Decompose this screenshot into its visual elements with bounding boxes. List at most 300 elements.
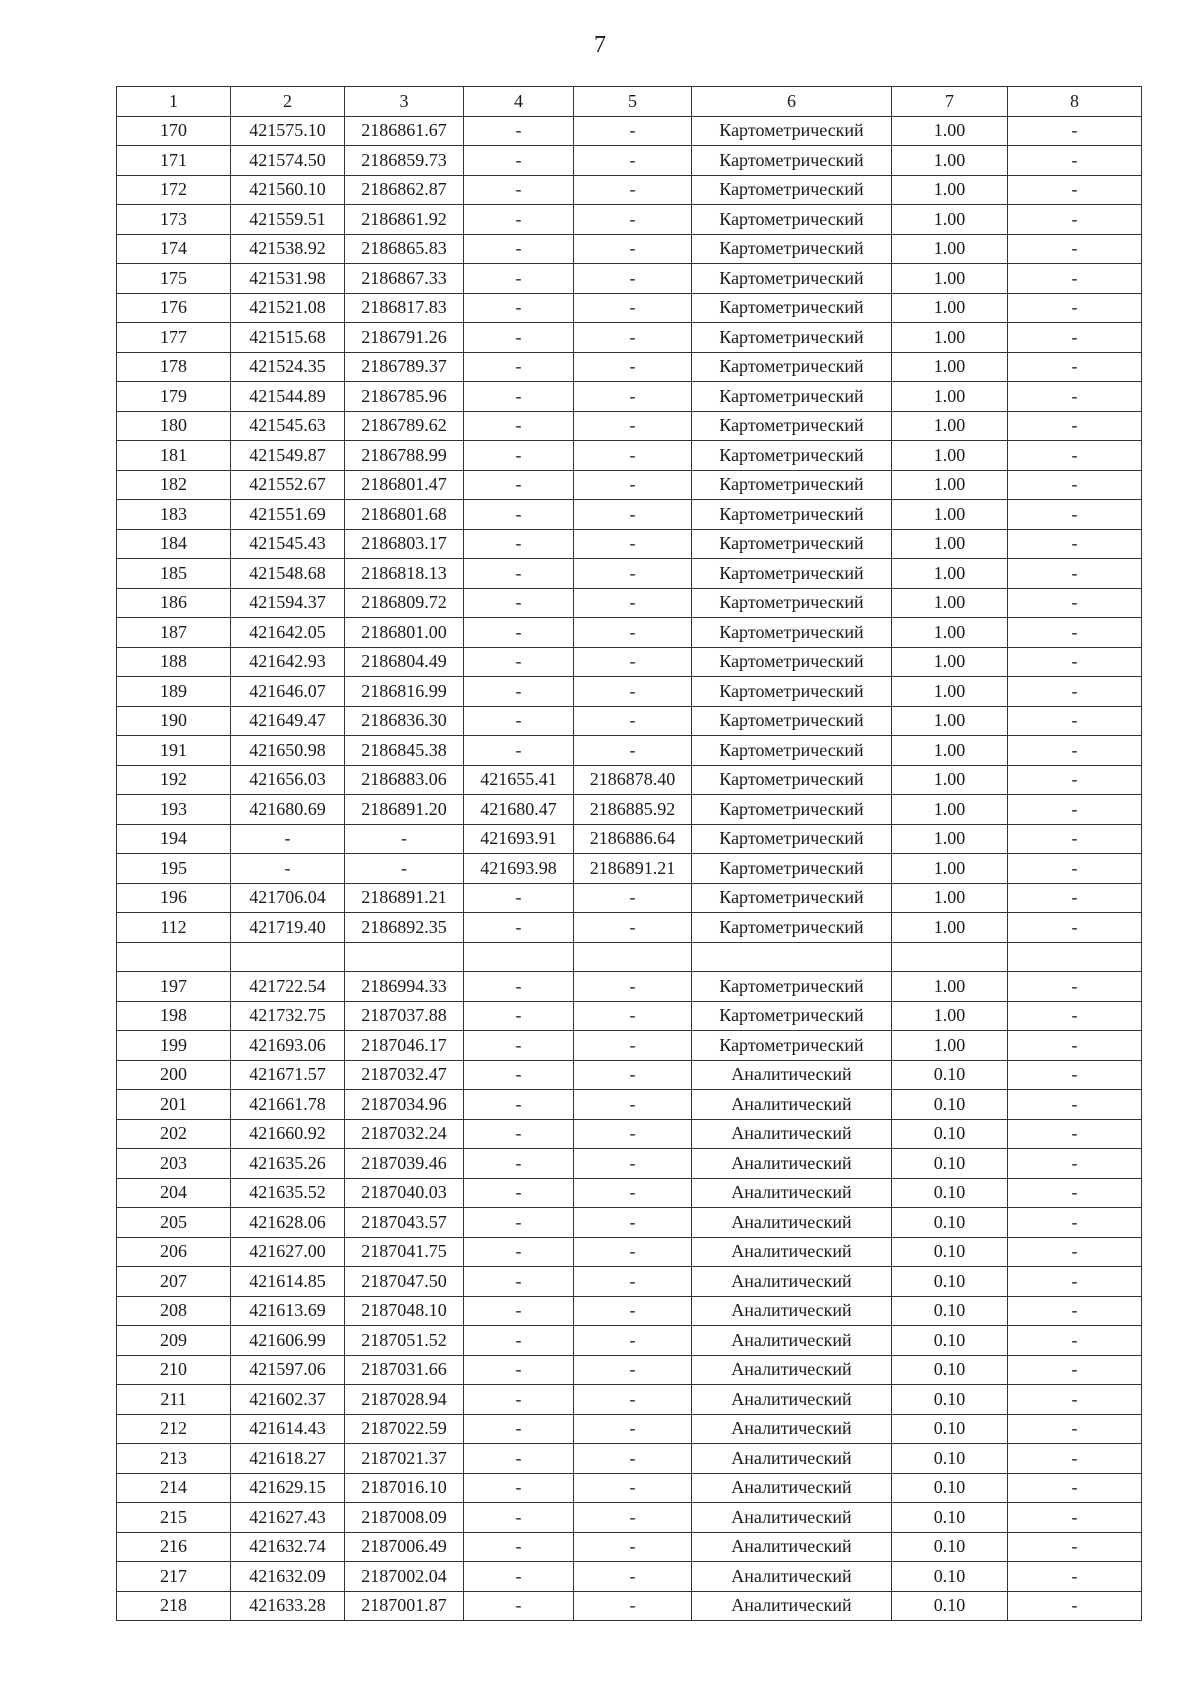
table-cell: 1.00 bbox=[892, 736, 1008, 766]
table-cell: 196 bbox=[117, 883, 231, 913]
table-cell: Аналитический bbox=[692, 1414, 892, 1444]
table-cell: 421627.43 bbox=[231, 1503, 345, 1533]
table-cell: - bbox=[1008, 883, 1142, 913]
table-cell: 2186867.33 bbox=[345, 264, 464, 294]
table-cell: 0.10 bbox=[892, 1385, 1008, 1415]
table-cell: 1.00 bbox=[892, 677, 1008, 707]
table-cell: - bbox=[1008, 1473, 1142, 1503]
table-cell: 2186791.26 bbox=[345, 323, 464, 353]
table-cell: 421560.10 bbox=[231, 175, 345, 205]
table-cell: - bbox=[1008, 1178, 1142, 1208]
table-cell: 175 bbox=[117, 264, 231, 294]
table-row bbox=[117, 765, 1142, 795]
table-row bbox=[117, 647, 1142, 677]
table-cell: 2186803.17 bbox=[345, 529, 464, 559]
table-cell: - bbox=[464, 618, 574, 648]
table-cell: 2187022.59 bbox=[345, 1414, 464, 1444]
table-cell: 1.00 bbox=[892, 1031, 1008, 1061]
table-cell: 421660.92 bbox=[231, 1119, 345, 1149]
table-cell: 1.00 bbox=[892, 824, 1008, 854]
table-cell: - bbox=[1008, 824, 1142, 854]
table-cell: - bbox=[574, 1237, 692, 1267]
table-cell: - bbox=[574, 588, 692, 618]
table-cell: 421633.28 bbox=[231, 1591, 345, 1621]
table-cell: 1.00 bbox=[892, 411, 1008, 441]
table-cell: Картометрический bbox=[692, 883, 892, 913]
table-cell: 191 bbox=[117, 736, 231, 766]
table-cell: Картометрический bbox=[692, 264, 892, 294]
table-cell: 2187043.57 bbox=[345, 1208, 464, 1238]
table-cell: 2187032.24 bbox=[345, 1119, 464, 1149]
table-cell: - bbox=[464, 1473, 574, 1503]
table-cell: 421693.91 bbox=[464, 824, 574, 854]
table-cell: 421632.09 bbox=[231, 1562, 345, 1592]
table-cell: - bbox=[574, 1355, 692, 1385]
table-cell: 421602.37 bbox=[231, 1385, 345, 1415]
table-cell: 2187016.10 bbox=[345, 1473, 464, 1503]
table-cell: Аналитический bbox=[692, 1385, 892, 1415]
table-cell bbox=[231, 942, 345, 972]
table-cell: 202 bbox=[117, 1119, 231, 1149]
table-cell: 0.10 bbox=[892, 1296, 1008, 1326]
table-cell: - bbox=[464, 175, 574, 205]
column-header: 5 bbox=[574, 87, 692, 117]
table-row bbox=[117, 1473, 1142, 1503]
table-cell: - bbox=[574, 264, 692, 294]
table-cell: 0.10 bbox=[892, 1267, 1008, 1297]
table-cell: Аналитический bbox=[692, 1562, 892, 1592]
table-cell: 204 bbox=[117, 1178, 231, 1208]
table-cell: - bbox=[464, 1178, 574, 1208]
table-row bbox=[117, 736, 1142, 766]
table-cell: 2186859.73 bbox=[345, 146, 464, 176]
table-cell: Картометрический bbox=[692, 765, 892, 795]
table-cell: 1.00 bbox=[892, 647, 1008, 677]
table-cell: 0.10 bbox=[892, 1444, 1008, 1474]
table-cell: - bbox=[574, 205, 692, 235]
table-cell: 2186861.92 bbox=[345, 205, 464, 235]
table-cell bbox=[574, 942, 692, 972]
table-cell: 171 bbox=[117, 146, 231, 176]
table-cell: 421521.08 bbox=[231, 293, 345, 323]
table-row bbox=[117, 441, 1142, 471]
table-cell: 421693.98 bbox=[464, 854, 574, 884]
table-cell: - bbox=[464, 647, 574, 677]
table-row bbox=[117, 1178, 1142, 1208]
table-cell: 0.10 bbox=[892, 1473, 1008, 1503]
table-cell: 0.10 bbox=[892, 1060, 1008, 1090]
table-cell: 2186891.21 bbox=[574, 854, 692, 884]
table-cell: - bbox=[464, 441, 574, 471]
table-cell: 188 bbox=[117, 647, 231, 677]
table-header bbox=[117, 87, 1142, 117]
table-row bbox=[117, 706, 1142, 736]
table-cell: 2186789.62 bbox=[345, 411, 464, 441]
table-cell: - bbox=[574, 1178, 692, 1208]
table-cell: Картометрический bbox=[692, 175, 892, 205]
table-row bbox=[117, 411, 1142, 441]
table-cell: 421614.85 bbox=[231, 1267, 345, 1297]
table-cell: - bbox=[464, 1532, 574, 1562]
table-cell: - bbox=[574, 441, 692, 471]
table-cell: 0.10 bbox=[892, 1562, 1008, 1592]
table-cell: - bbox=[464, 382, 574, 412]
table-cell: - bbox=[1008, 1149, 1142, 1179]
table-cell: 421635.26 bbox=[231, 1149, 345, 1179]
table-cell: Картометрический bbox=[692, 323, 892, 353]
table-cell: 0.10 bbox=[892, 1326, 1008, 1356]
table-cell: 2186883.06 bbox=[345, 765, 464, 795]
column-header: 3 bbox=[345, 87, 464, 117]
table-row bbox=[117, 1208, 1142, 1238]
table-cell: 421671.57 bbox=[231, 1060, 345, 1090]
table-cell: - bbox=[1008, 234, 1142, 264]
table-cell: 421632.74 bbox=[231, 1532, 345, 1562]
table-cell: 1.00 bbox=[892, 175, 1008, 205]
table-cell: - bbox=[574, 500, 692, 530]
table-cell: Картометрический bbox=[692, 1001, 892, 1031]
table-cell: - bbox=[574, 1119, 692, 1149]
table-row bbox=[117, 1149, 1142, 1179]
table-cell: - bbox=[464, 1001, 574, 1031]
table-cell: 211 bbox=[117, 1385, 231, 1415]
table-row bbox=[117, 1591, 1142, 1621]
table-cell: - bbox=[574, 706, 692, 736]
table-row bbox=[117, 116, 1142, 146]
table-cell: 421629.15 bbox=[231, 1473, 345, 1503]
table-cell: 1.00 bbox=[892, 205, 1008, 235]
table-cell: 421719.40 bbox=[231, 913, 345, 943]
table-cell: - bbox=[574, 1031, 692, 1061]
table-cell: Картометрический bbox=[692, 588, 892, 618]
table-cell: 180 bbox=[117, 411, 231, 441]
table-cell: 0.10 bbox=[892, 1414, 1008, 1444]
table-cell: - bbox=[1008, 647, 1142, 677]
table-cell: 0.10 bbox=[892, 1237, 1008, 1267]
table-cell: 194 bbox=[117, 824, 231, 854]
table-cell bbox=[117, 942, 231, 972]
table-cell: 2187040.03 bbox=[345, 1178, 464, 1208]
table-cell: - bbox=[464, 1503, 574, 1533]
table-cell: 2187032.47 bbox=[345, 1060, 464, 1090]
table-cell: 172 bbox=[117, 175, 231, 205]
table-cell: - bbox=[574, 234, 692, 264]
table-cell: 2187046.17 bbox=[345, 1031, 464, 1061]
table-cell: 195 bbox=[117, 854, 231, 884]
table-cell: - bbox=[574, 1414, 692, 1444]
table-row bbox=[117, 824, 1142, 854]
table-cell: Картометрический bbox=[692, 618, 892, 648]
table-cell: 421661.78 bbox=[231, 1090, 345, 1120]
table-cell: 205 bbox=[117, 1208, 231, 1238]
table-cell: - bbox=[464, 1237, 574, 1267]
table-cell: 1.00 bbox=[892, 706, 1008, 736]
table-cell: 2186789.37 bbox=[345, 352, 464, 382]
table-cell: - bbox=[464, 913, 574, 943]
table-cell: 215 bbox=[117, 1503, 231, 1533]
table-cell: - bbox=[464, 352, 574, 382]
table-cell: 2187037.88 bbox=[345, 1001, 464, 1031]
table-cell: 421597.06 bbox=[231, 1355, 345, 1385]
table-cell: 209 bbox=[117, 1326, 231, 1356]
table-cell: 206 bbox=[117, 1237, 231, 1267]
table-cell: 421649.47 bbox=[231, 706, 345, 736]
table-row bbox=[117, 1414, 1142, 1444]
table-cell: 2186865.83 bbox=[345, 234, 464, 264]
table-cell: - bbox=[574, 1090, 692, 1120]
table-cell: - bbox=[574, 1503, 692, 1533]
table-cell: Картометрический bbox=[692, 205, 892, 235]
table-row bbox=[117, 146, 1142, 176]
table-cell: 421538.92 bbox=[231, 234, 345, 264]
table-cell: - bbox=[464, 411, 574, 441]
table-row bbox=[117, 913, 1142, 943]
table-cell: 421706.04 bbox=[231, 883, 345, 913]
table-row bbox=[117, 264, 1142, 294]
table-cell: 181 bbox=[117, 441, 231, 471]
table-cell: - bbox=[1008, 1444, 1142, 1474]
table-cell: - bbox=[464, 1090, 574, 1120]
table-cell: - bbox=[1008, 1031, 1142, 1061]
table-row bbox=[117, 352, 1142, 382]
table-cell: - bbox=[464, 146, 574, 176]
table-cell: 2186788.99 bbox=[345, 441, 464, 471]
table-cell: - bbox=[574, 1060, 692, 1090]
table-cell: 0.10 bbox=[892, 1532, 1008, 1562]
table-cell: Аналитический bbox=[692, 1326, 892, 1356]
table-cell: 421646.07 bbox=[231, 677, 345, 707]
table-cell: 182 bbox=[117, 470, 231, 500]
table-cell: 2186801.68 bbox=[345, 500, 464, 530]
table-cell: 177 bbox=[117, 323, 231, 353]
table-cell: - bbox=[1008, 795, 1142, 825]
table-cell: 1.00 bbox=[892, 559, 1008, 589]
table-cell: Картометрический bbox=[692, 382, 892, 412]
table-cell: 421680.47 bbox=[464, 795, 574, 825]
table-cell: 2186845.38 bbox=[345, 736, 464, 766]
table-row bbox=[117, 323, 1142, 353]
table-cell: 0.10 bbox=[892, 1178, 1008, 1208]
table-cell: Картометрический bbox=[692, 441, 892, 471]
table-cell: 0.10 bbox=[892, 1119, 1008, 1149]
table-cell: 421614.43 bbox=[231, 1414, 345, 1444]
table-cell: - bbox=[464, 1444, 574, 1474]
table-cell bbox=[345, 942, 464, 972]
table-row bbox=[117, 559, 1142, 589]
table-cell: 2187021.37 bbox=[345, 1444, 464, 1474]
table-cell: 2186816.99 bbox=[345, 677, 464, 707]
table-cell: 2187002.04 bbox=[345, 1562, 464, 1592]
table-cell: - bbox=[1008, 854, 1142, 884]
table-cell: 2186836.30 bbox=[345, 706, 464, 736]
table-cell: 0.10 bbox=[892, 1090, 1008, 1120]
table-cell: - bbox=[1008, 677, 1142, 707]
table-cell: 217 bbox=[117, 1562, 231, 1592]
table-cell: - bbox=[464, 470, 574, 500]
table-row bbox=[117, 883, 1142, 913]
table-cell: 2186885.92 bbox=[574, 795, 692, 825]
table-cell: - bbox=[1008, 146, 1142, 176]
table-cell: 2187041.75 bbox=[345, 1237, 464, 1267]
table-cell: 2187031.66 bbox=[345, 1355, 464, 1385]
table-cell: - bbox=[1008, 323, 1142, 353]
table-cell: - bbox=[1008, 529, 1142, 559]
table-cell: Аналитический bbox=[692, 1060, 892, 1090]
table-cell: 212 bbox=[117, 1414, 231, 1444]
table-row bbox=[117, 1237, 1142, 1267]
table-cell: 1.00 bbox=[892, 146, 1008, 176]
table-cell: Картометрический bbox=[692, 706, 892, 736]
table-cell: 174 bbox=[117, 234, 231, 264]
table-row bbox=[117, 1355, 1142, 1385]
table-cell: - bbox=[574, 146, 692, 176]
table-cell: - bbox=[464, 323, 574, 353]
table-cell: 421548.68 bbox=[231, 559, 345, 589]
table-cell: 421732.75 bbox=[231, 1001, 345, 1031]
table-cell: 197 bbox=[117, 972, 231, 1002]
table-cell: 2186878.40 bbox=[574, 765, 692, 795]
table-cell: 2187001.87 bbox=[345, 1591, 464, 1621]
table-cell: - bbox=[1008, 500, 1142, 530]
table-cell: Аналитический bbox=[692, 1090, 892, 1120]
table-cell: 421545.63 bbox=[231, 411, 345, 441]
table-cell: 192 bbox=[117, 765, 231, 795]
table-cell: 193 bbox=[117, 795, 231, 825]
page-number: 7 bbox=[594, 32, 606, 58]
table-cell: - bbox=[1008, 1296, 1142, 1326]
table-cell: 2186804.49 bbox=[345, 647, 464, 677]
table-cell: 421524.35 bbox=[231, 352, 345, 382]
table-cell: 2187006.49 bbox=[345, 1532, 464, 1562]
table-cell: 2186817.83 bbox=[345, 293, 464, 323]
table-cell: Аналитический bbox=[692, 1208, 892, 1238]
table-cell: - bbox=[1008, 1090, 1142, 1120]
table-cell: 185 bbox=[117, 559, 231, 589]
table-cell: - bbox=[574, 618, 692, 648]
table-row bbox=[117, 854, 1142, 884]
table-cell: 1.00 bbox=[892, 588, 1008, 618]
table-cell: 178 bbox=[117, 352, 231, 382]
table-cell: 2187039.46 bbox=[345, 1149, 464, 1179]
table-cell: - bbox=[1008, 1267, 1142, 1297]
table-cell: 1.00 bbox=[892, 382, 1008, 412]
table-cell: 2186801.47 bbox=[345, 470, 464, 500]
table-row bbox=[117, 1031, 1142, 1061]
table-cell bbox=[892, 942, 1008, 972]
column-header: 8 bbox=[1008, 87, 1142, 117]
table-cell: Аналитический bbox=[692, 1178, 892, 1208]
table-cell bbox=[1008, 942, 1142, 972]
table-cell: 216 bbox=[117, 1532, 231, 1562]
table-row bbox=[117, 500, 1142, 530]
table-cell: - bbox=[464, 588, 574, 618]
table-cell: - bbox=[464, 529, 574, 559]
table-cell: - bbox=[464, 706, 574, 736]
table-cell: 1.00 bbox=[892, 795, 1008, 825]
table-cell: 203 bbox=[117, 1149, 231, 1179]
table-cell: - bbox=[1008, 706, 1142, 736]
table-cell: 2187048.10 bbox=[345, 1296, 464, 1326]
table-cell: - bbox=[574, 559, 692, 589]
table-row bbox=[117, 234, 1142, 264]
table-cell: 2186886.64 bbox=[574, 824, 692, 854]
table-cell bbox=[464, 942, 574, 972]
table-cell: - bbox=[574, 1562, 692, 1592]
table-cell: 170 bbox=[117, 116, 231, 146]
table-cell: 190 bbox=[117, 706, 231, 736]
table-cell: 421642.05 bbox=[231, 618, 345, 648]
table-cell: 179 bbox=[117, 382, 231, 412]
table-cell: - bbox=[574, 913, 692, 943]
table-row bbox=[117, 1385, 1142, 1415]
table-cell: - bbox=[464, 205, 574, 235]
table-cell: - bbox=[574, 677, 692, 707]
table-cell: - bbox=[1008, 1532, 1142, 1562]
table-cell: Картометрический bbox=[692, 529, 892, 559]
table-cell: - bbox=[464, 1326, 574, 1356]
table-cell: - bbox=[574, 647, 692, 677]
table-row bbox=[117, 1090, 1142, 1120]
table-cell: 421559.51 bbox=[231, 205, 345, 235]
table-cell: - bbox=[1008, 1060, 1142, 1090]
table-cell: - bbox=[1008, 1591, 1142, 1621]
table-cell: - bbox=[1008, 765, 1142, 795]
table-cell: - bbox=[464, 559, 574, 589]
table-cell: 210 bbox=[117, 1355, 231, 1385]
table-cell: 2187047.50 bbox=[345, 1267, 464, 1297]
table-cell: 0.10 bbox=[892, 1208, 1008, 1238]
table-cell: Картометрический bbox=[692, 500, 892, 530]
table-cell: - bbox=[574, 1001, 692, 1031]
table-cell: 421635.52 bbox=[231, 1178, 345, 1208]
table-cell: 1.00 bbox=[892, 972, 1008, 1002]
table-row bbox=[117, 1267, 1142, 1297]
table-cell: Картометрический bbox=[692, 795, 892, 825]
table-cell: Картометрический bbox=[692, 116, 892, 146]
table-row bbox=[117, 942, 1142, 972]
table-cell: - bbox=[574, 1296, 692, 1326]
table-row bbox=[117, 588, 1142, 618]
table-cell: 1.00 bbox=[892, 441, 1008, 471]
table-row bbox=[117, 972, 1142, 1002]
table-cell: 207 bbox=[117, 1267, 231, 1297]
table-cell: 0.10 bbox=[892, 1591, 1008, 1621]
table-cell: 2186891.21 bbox=[345, 883, 464, 913]
table-cell: 421642.93 bbox=[231, 647, 345, 677]
table-row bbox=[117, 1001, 1142, 1031]
table-row bbox=[117, 1444, 1142, 1474]
table-cell: 112 bbox=[117, 913, 231, 943]
table-cell: 421722.54 bbox=[231, 972, 345, 1002]
table-cell: 1.00 bbox=[892, 264, 1008, 294]
column-header: 2 bbox=[231, 87, 345, 117]
table-cell: - bbox=[1008, 1001, 1142, 1031]
table-cell: - bbox=[574, 1532, 692, 1562]
table-cell: 2187034.96 bbox=[345, 1090, 464, 1120]
table-cell: - bbox=[574, 1149, 692, 1179]
table-cell: 2187008.09 bbox=[345, 1503, 464, 1533]
table-body bbox=[117, 116, 1142, 1621]
table-row bbox=[117, 618, 1142, 648]
table-cell: 199 bbox=[117, 1031, 231, 1061]
table-cell: - bbox=[574, 736, 692, 766]
table-row bbox=[117, 470, 1142, 500]
table-row bbox=[117, 382, 1142, 412]
table-cell: - bbox=[345, 854, 464, 884]
table-cell: 2186861.67 bbox=[345, 116, 464, 146]
table-cell: 1.00 bbox=[892, 352, 1008, 382]
table-cell: 2186892.35 bbox=[345, 913, 464, 943]
